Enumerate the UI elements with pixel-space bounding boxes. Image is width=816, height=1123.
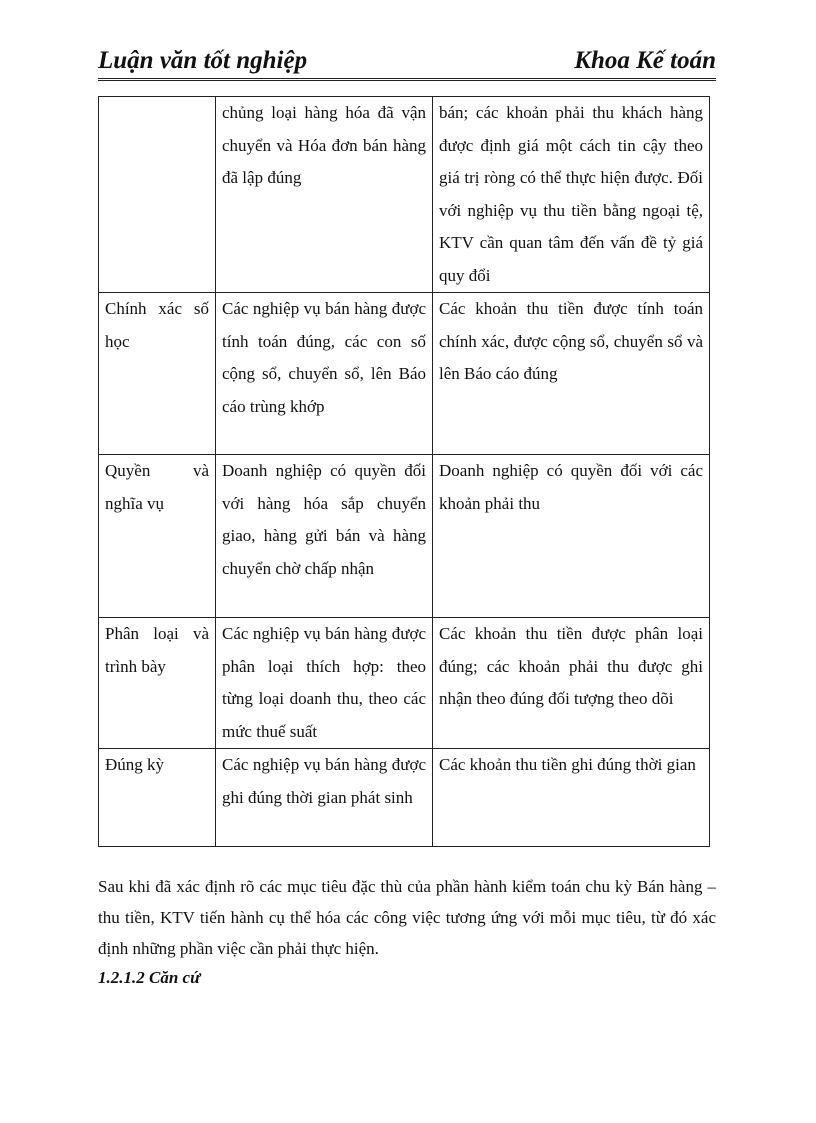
audit-objectives-table: [98, 96, 710, 847]
criterion-cell: [99, 97, 216, 293]
sales-objective-cell: Các nghiệp vụ bán hàng được tính toán đúng, các con số cộng sổ, chuyển sổ, lên Báo cáo trùng khớp: [216, 293, 433, 455]
table-row: [99, 455, 710, 618]
collection-objective-cell: Doanh nghiệp có quyền đối với các khoản phải thu: [433, 455, 710, 618]
header-thesis-title: Luận văn tốt nghiệp: [98, 47, 308, 74]
sales-objective-cell: chủng loại hàng hóa đã vận chuyển và Hóa đơn bán hàng đã lập đúng: [216, 97, 433, 293]
sales-objective-cell: Các nghiệp vụ bán hàng được ghi đúng thời gian phát sinh: [216, 749, 433, 847]
criterion-cell: Chính xác số học: [99, 293, 216, 455]
criterion-cell: Phân loại và trình bày: [99, 618, 216, 749]
criterion-cell: Quyền và nghĩa vụ: [99, 455, 216, 618]
collection-objective-cell: bán; các khoản phải thu khách hàng được định giá một cách tin cậy theo giá trị ròng có thể thực hiện được. Đối với nghiệp vụ thu tiền bằng ngoại tệ, KTV cần quan tâm đến vấn đề tỷ giá quy đổi: [433, 97, 710, 293]
page-header: [98, 44, 716, 81]
criterion-cell: Đúng kỳ: [99, 749, 216, 847]
body-paragraph: Sau khi đã xác định rõ các mục tiêu đặc thù của phần hành kiểm toán chu kỳ Bán hàng – thu tiền, KTV tiến hành cụ thể hóa các công việc tương ứng với mỗi mục tiêu, từ đó xác định những phần việc cần phải thực hiện.: [98, 877, 716, 958]
table-row: [99, 618, 710, 749]
collection-objective-cell: Các khoản thu tiền được tính toán chính xác, được cộng sổ, chuyển sổ và lên Báo cáo đúng: [433, 293, 710, 455]
sales-objective-cell: Các nghiệp vụ bán hàng được phân loại thích hợp: theo từng loại doanh thu, theo các mức thuế suất: [216, 618, 433, 749]
table-row: [99, 293, 710, 455]
table-row: [99, 749, 710, 847]
section-subheading: 1.2.1.2 Căn cứ: [98, 968, 201, 987]
collection-objective-cell: Các khoản thu tiền ghi đúng thời gian: [433, 749, 710, 847]
table-row: [99, 97, 710, 293]
sales-objective-cell: Doanh nghiệp có quyền đối với hàng hóa sắp chuyển giao, hàng gửi bán và hàng chuyển chờ chấp nhận: [216, 455, 433, 618]
collection-objective-cell: Các khoản thu tiền được phân loại đúng; các khoản phải thu được ghi nhận theo đúng đối tượng theo dõi: [433, 618, 710, 749]
header-department: Khoa Kế toán: [574, 47, 716, 74]
